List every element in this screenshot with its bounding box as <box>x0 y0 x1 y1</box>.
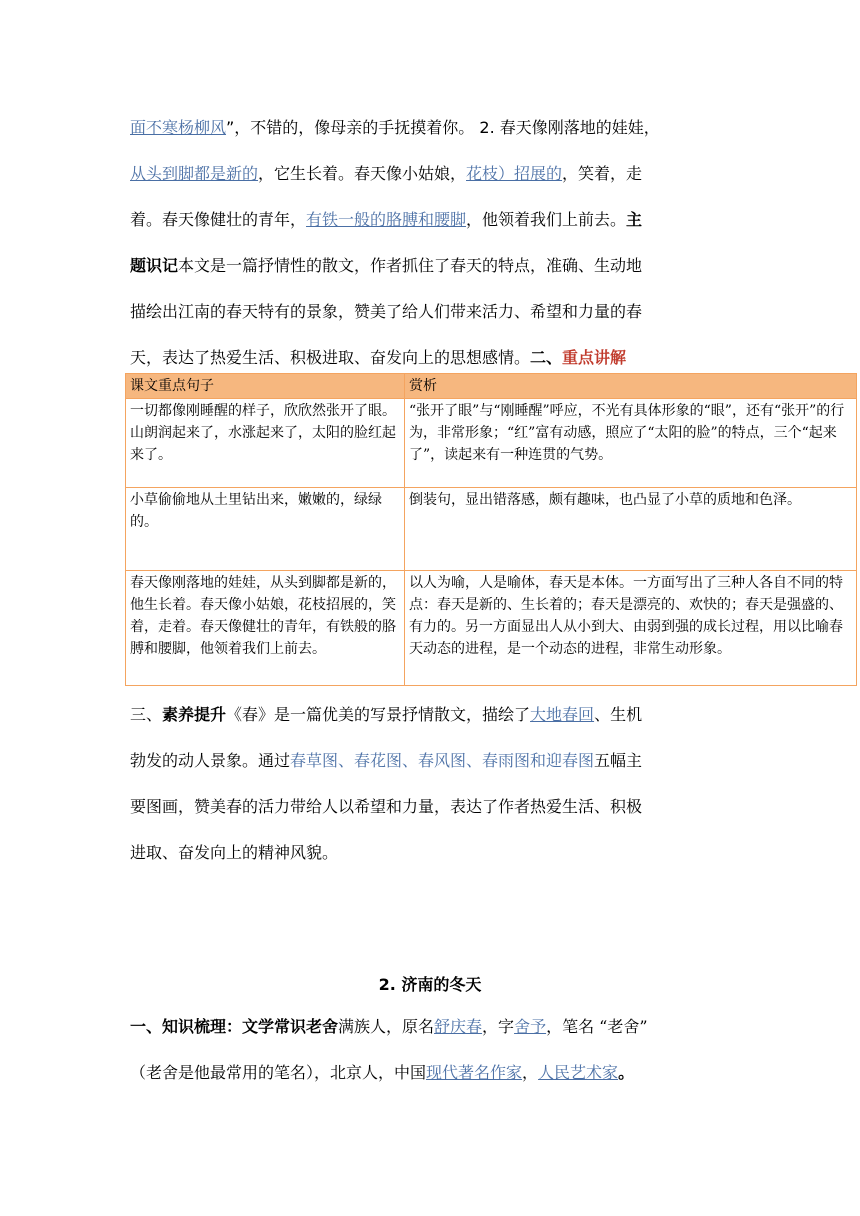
table-header-cell: 课文重点句子 <box>126 374 405 399</box>
paragraph-laoshe <box>130 1004 730 1096</box>
body-text: 着。春天像健壮的青年， <box>130 210 307 229</box>
body-text: ，笔名 “老舍” <box>546 1017 648 1036</box>
body-text: 满族人，原名 <box>338 1017 435 1036</box>
body-text: 本文是一篇抒情性的散文，作者抓住了春天的特点，准确、生动地 <box>178 256 643 275</box>
text-link[interactable]: 现代著名作家 <box>426 1063 523 1082</box>
body-text: 勃发的动人景象。通过 <box>130 751 291 770</box>
text-link[interactable]: 人民艺术家 <box>538 1063 619 1082</box>
section-heading-key-points: 重点讲解 <box>562 348 627 367</box>
table-row <box>126 488 857 571</box>
key-sentences-table <box>125 373 857 686</box>
body-text: ”，不错的，像母亲的手抚摸着你。 2. 春天像刚落地的娃娃， <box>226 118 660 137</box>
body-text: 、生机 <box>594 705 643 724</box>
paragraph-spring-summary <box>130 105 730 381</box>
text-link[interactable]: 从头到脚都是新的 <box>130 164 259 183</box>
table-cell-analysis: 倒装句，显出错落感，颇有趣味，也凸显了小草的质地和色泽。 <box>405 488 857 571</box>
text-link[interactable]: 面不寒杨柳风 <box>130 118 227 137</box>
table-row <box>126 571 857 686</box>
text-link[interactable]: 舒庆春 <box>434 1017 483 1036</box>
paragraph-literacy <box>130 692 730 876</box>
table-header-cell: 赏析 <box>405 374 857 399</box>
table-cell-analysis: “张开了眼”与“刚睡醒”呼应，不光有具体形象的“眼”，还有“张开”的行为，非常形象；“红”富有动感，照应了“太阳的脸”的特点，三个“起来了”，读起来有一种连贯的气势。 <box>405 399 857 488</box>
table-header-row <box>126 374 857 399</box>
body-text: 三、 <box>130 705 163 724</box>
bold-heading: 题识记 <box>130 256 179 275</box>
body-text: ，字 <box>482 1017 515 1036</box>
body-text: 。 <box>618 1063 635 1082</box>
bold-heading: 主 <box>626 210 643 229</box>
body-text: ， <box>522 1063 539 1082</box>
text-link[interactable]: 春草图、春花图、春风图、春雨图和迎春图 <box>290 751 595 770</box>
text-link[interactable]: 大地春回 <box>530 705 595 724</box>
body-text: 《春》是一篇优美的写景抒情散文，描绘了 <box>226 705 531 724</box>
bold-heading: 素养提升 <box>162 705 227 724</box>
body-text: ，笑着，走 <box>562 164 643 183</box>
table-cell-sentence: 一切都像刚睡醒的样子，欣欣然张开了眼。山朗润起来了，水涨起来了，太阳的脸红起来了。 <box>126 399 405 488</box>
table-cell-analysis: 以人为喻，人是喻体，春天是本体。一方面写出了三种人各自不同的特点：春天是新的、生长着的；春天是漂亮的、欢快的；春天是强盛的、有力的。另一方面显出人从小到大、由弱到强的成长过程，用以比喻春天动态的进程，是一个动态的进程，非常生动形象。 <box>405 571 857 686</box>
bold-heading: 一、知识梳理：文学常识老舍 <box>130 1017 339 1036</box>
text-link[interactable]: 花枝）招展的 <box>466 164 563 183</box>
body-text: ，他领着我们上前去。 <box>466 210 627 229</box>
text-link[interactable]: 有铁一般的胳膊和腰脚 <box>306 210 467 229</box>
table-cell-sentence: 小草偷偷地从土里钻出来，嫩嫩的，绿绿的。 <box>126 488 405 571</box>
body-text: 天，表达了热爱生活、积极进取、奋发向上的思想感情。 <box>130 348 531 367</box>
table-row <box>126 399 857 488</box>
body-text: 要图画，赞美春的活力带给人以希望和力量，表达了作者热爱生活、积极 <box>130 797 643 816</box>
body-text: 描绘出江南的春天特有的景象，赞美了给人们带来活力、希望和力量的春 <box>130 302 643 321</box>
body-text: ，它生长着。春天像小姑娘， <box>258 164 467 183</box>
bold-heading: 二、 <box>530 348 563 367</box>
text-link[interactable]: 舍予 <box>514 1017 547 1036</box>
table-cell-sentence: 春天像刚落地的娃娃，从头到脚都是新的，他生长着。春天像小姑娘，花枝招展的，笑着，走着。春天像健壮的青年，有铁般的胳膊和腰脚，他领着我们上前去。 <box>126 571 405 686</box>
section-title: 2. 济南的冬天 <box>378 975 482 994</box>
body-text: （老舍是他最常用的笔名），北京人，中国 <box>130 1063 427 1082</box>
body-text: 五幅主 <box>594 751 643 770</box>
body-text: 进取、奋发向上的精神风貌。 <box>130 843 339 862</box>
